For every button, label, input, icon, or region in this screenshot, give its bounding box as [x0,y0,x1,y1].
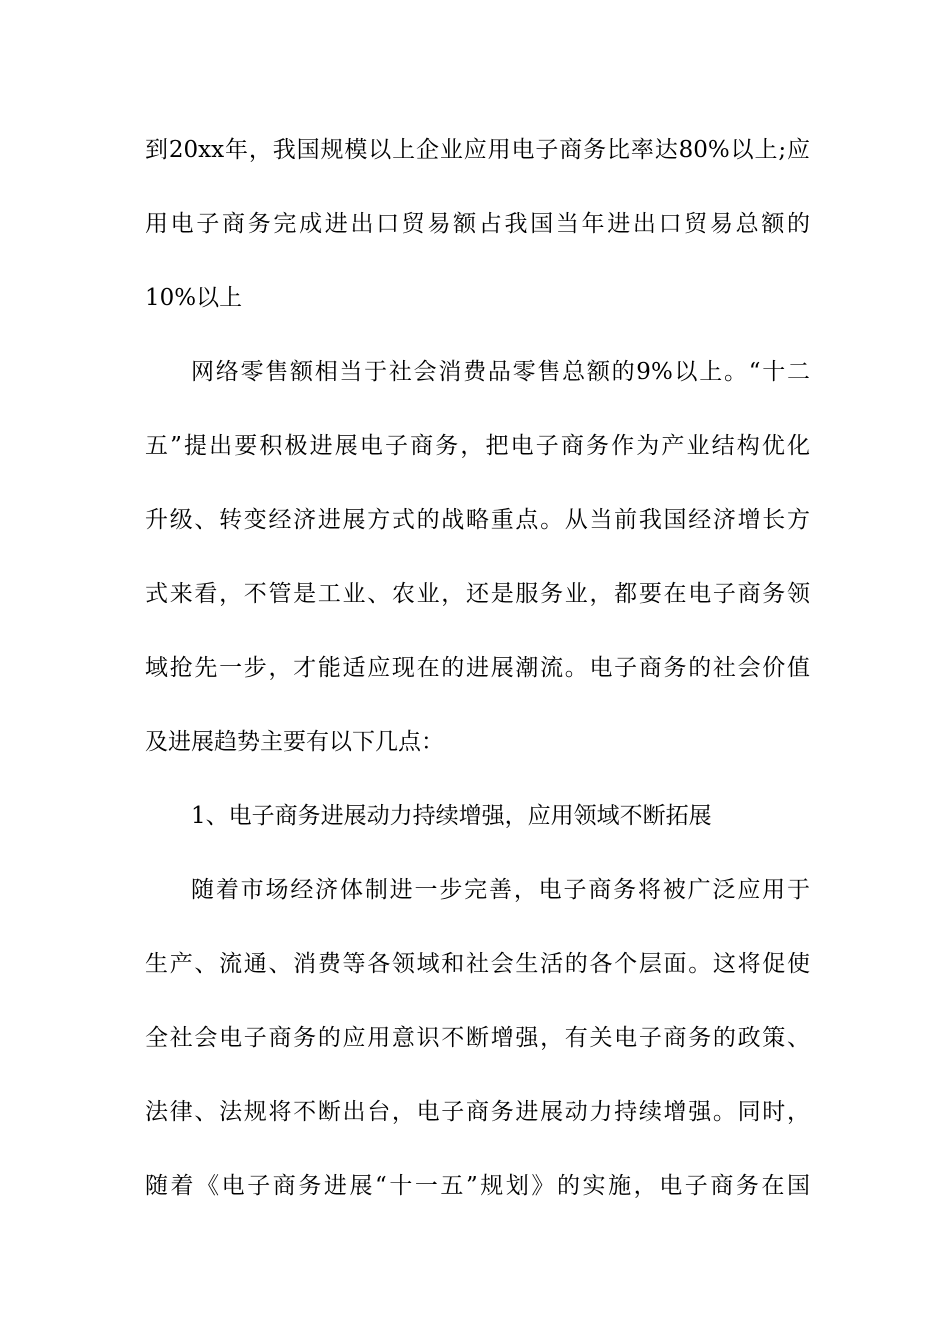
text-line: 全社会电子商务的应用意识不断增强，有关电子商务的政策、 [145,1025,810,1051]
text-line: 随着市场经济体制进一步完善，电子商务将被广泛应用于 [191,877,810,903]
text-line: 域抢先一步，才能适应现在的进展潮流。电子商务的社会价值 [145,655,810,681]
text-line: 网络零售额相当于社会消费品零售总额的9%以上。“十二 [191,359,810,385]
section-heading-1 [145,798,810,835]
text-line: 1、电子商务进展动力持续增强，应用领域不断拓展 [191,803,712,829]
text-line: 用电子商务完成进出口贸易额占我国当年进出口贸易总额的 [145,211,810,237]
text-line: 随着《电子商务进展“十一五”规划》的实施，电子商务在国 [145,1173,810,1199]
text-line: 10%以上 [145,285,243,311]
text-line: 及进展趋势主要有以下几点： [145,729,444,755]
text-line: 生产、流通、消费等各领域和社会生活的各个层面。这将促使 [145,951,810,977]
text-line: 法律、法规将不断出台，电子商务进展动力持续增强。同时， [145,1099,810,1125]
text-line: 升级、转变经济进展方式的战略重点。从当前我国经济增长方 [145,507,810,533]
paragraph-1 [145,132,810,317]
text-line: 五”提出要积极进展电子商务，把电子商务作为产业结构优化 [145,433,810,459]
paragraph-3 [145,872,810,1205]
paragraph-2 [145,354,810,761]
text-line: 式来看，不管是工业、农业，还是服务业，都要在电子商务领 [145,581,810,607]
text-line: 到20xx年，我国规模以上企业应用电子商务比率达80%以上;应 [145,137,810,163]
document-body [145,132,810,1242]
